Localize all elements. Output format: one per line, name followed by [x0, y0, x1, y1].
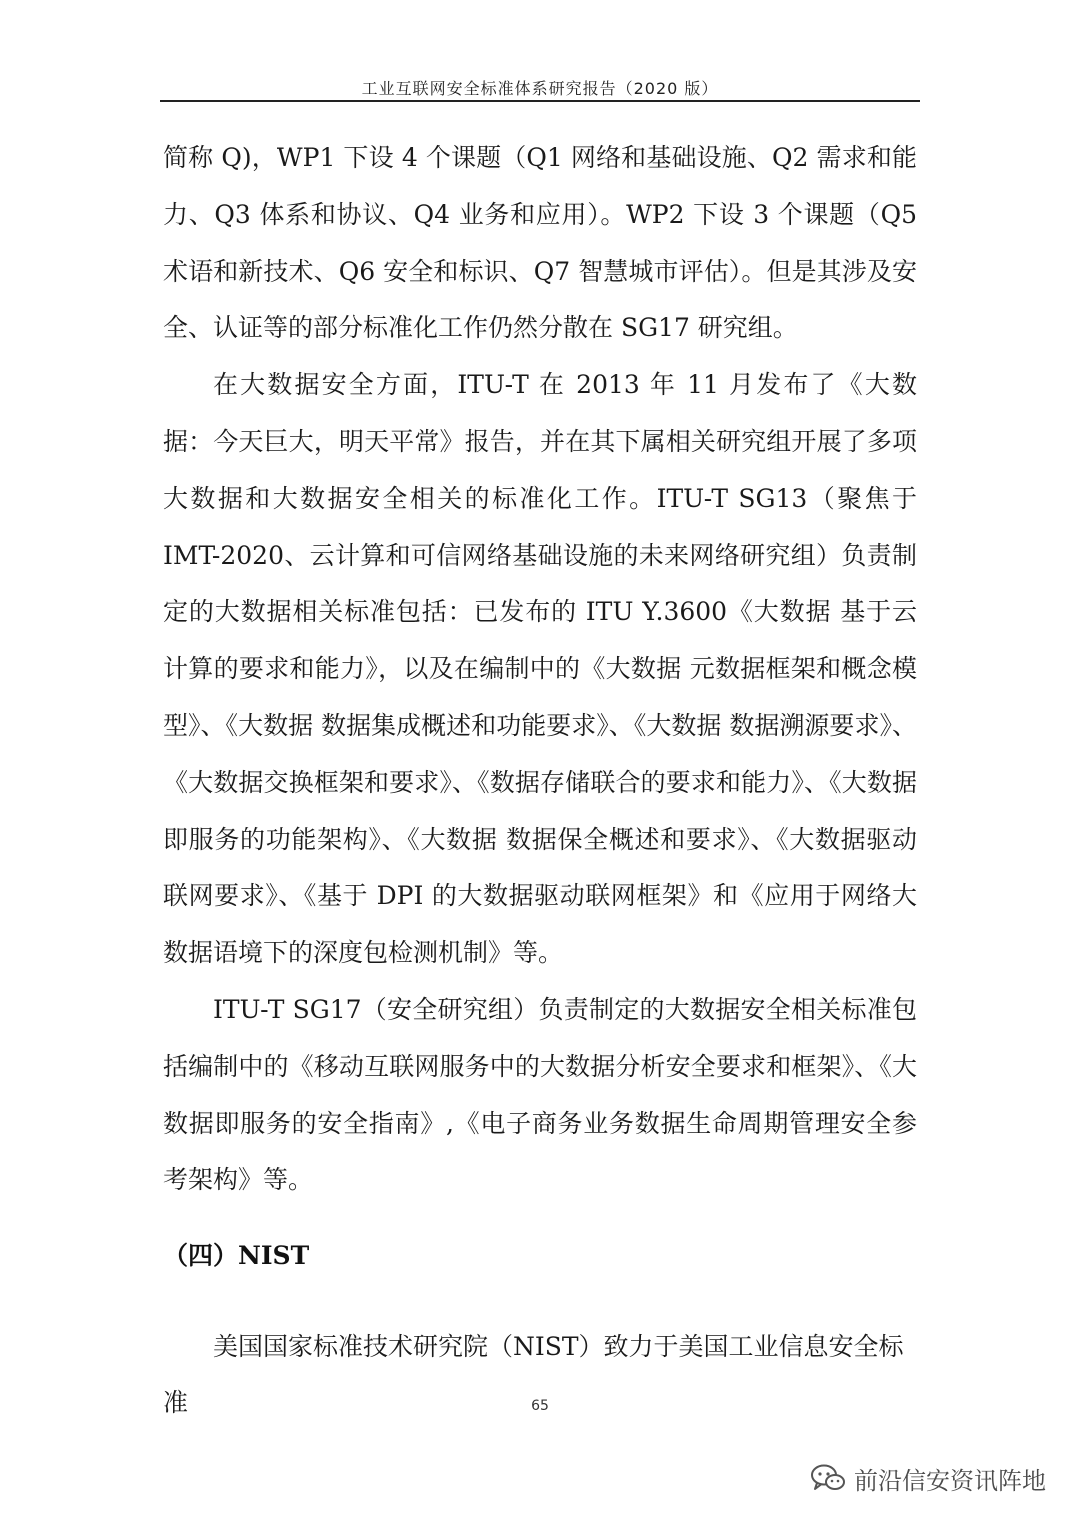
wechat-icon	[810, 1463, 846, 1493]
paragraph-4: 美国国家标准技术研究院（NIST）致力于美国工业信息安全标准	[163, 1332, 904, 1417]
page-number: 65	[531, 1398, 549, 1414]
header-rule	[160, 100, 920, 102]
paragraph-1: 简称 Q)，WP1 下设 4 个课题（Q1 网络和基础设施、Q2 需求和能力、Q3 体系和协议、Q4 业务和应用）。WP2 下设 3 个课题（Q5 术语和新技术、Q6 安全和标识、Q7 智慧城市评估）。但是其涉及安全、认证等的部分标准化工作仍然分散在 SG17 研究组。	[163, 143, 917, 343]
body-text	[163, 130, 917, 1209]
paragraph-2: 在大数据安全方面，ITU-T 在 2013 年 11 月发布了《大数据：今天巨大，明天平常》报告，并在其下属相关研究组开展了多项大数据和大数据安全相关的标准化工作。ITU-T SG13（聚焦于 IMT-2020、云计算和可信网络基础设施的未来网络研究组）负责制定的大数据相关标准包括：已发布的 ITU Y.3600《大数据 基于云计算的要求和能力》，以及在编制中的《大数据 元数据框架和概念模型》、《大数据 数据集成概述和功能要求》、《大数据 数据溯源要求》、《大数据交换框架和要求》、《数据存储联合的要求和能力》、《大数据即服务的功能架构》、《大数据 数据保全概述和要求》、《大数据驱动联网要求》、《基于 DPI 的大数据驱动联网框架》和《应用于网络大数据语境下的深度包检测机制》等。	[163, 370, 917, 968]
watermark	[810, 1458, 1046, 1498]
watermark-text: 前沿信安资讯阵地	[854, 1466, 1046, 1495]
running-header: 工业互联网安全标准体系研究报告（2020 版）	[361, 79, 719, 98]
paragraph-3: ITU-T SG17（安全研究组）负责制定的大数据安全相关标准包括编制中的《移动互联网服务中的大数据分析安全要求和框架》、《大数据即服务的安全指南》,《电子商务业务数据生命周期管理安全参考架构》等。	[163, 994, 917, 1195]
section-heading: （四）NIST	[163, 1241, 310, 1270]
